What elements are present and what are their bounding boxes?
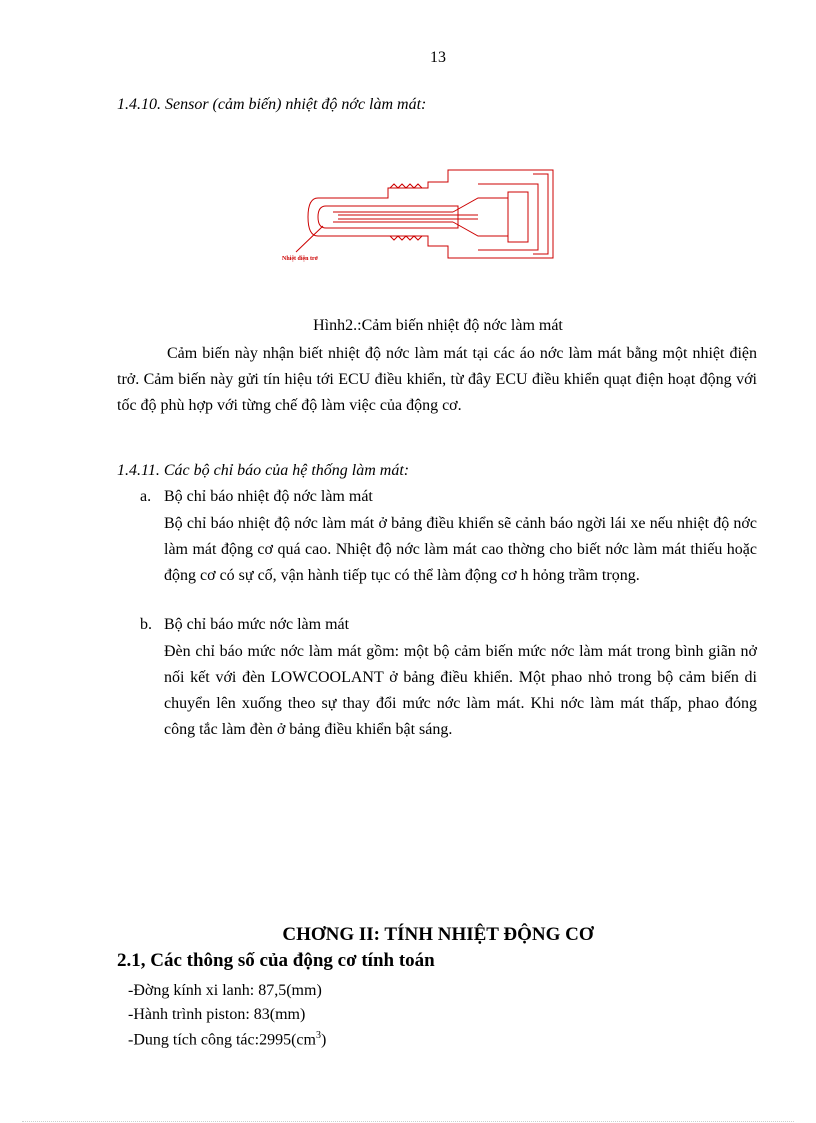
section-heading-1-4-10: 1.4.10. Sensor (cảm biến) nhiệt độ nớc làm mát:	[117, 96, 427, 113]
body-paragraph: Cảm biến này nhận biết nhiệt độ nớc làm mát tại các áo nớc làm mát bằng một nhiệt điện trở. Cảm biến này gửi tín hiệu tới ECU điều khiển, từ đây ECU điều khiển quạt điện hoạt động với tốc độ phù hợp với từng chế độ làm việc của động cơ.	[117, 345, 757, 414]
list-item-title: Bộ chỉ báo mức nớc làm mát	[164, 616, 350, 633]
page-number: 13	[430, 49, 446, 66]
list-item-title: Bộ chỉ báo nhiệt độ nớc làm mát	[164, 488, 373, 505]
chapter-title: CHƠNG II: TÍNH NHIỆT ĐỘNG CƠ	[282, 924, 594, 945]
list-item-b	[140, 616, 349, 634]
list-item-body: Bộ chỉ báo nhiệt độ nớc làm mát ở bảng điều khiển sẽ cảnh báo ngời lái xe nếu nhiệt độ nớc làm mát động cơ quá cao. Nhiệt độ nớc làm mát cao thờng cho biết nớc làm mát thiếu hoặc động cơ có sự cố, vận hành tiếp tục có thể làm động cơ h hỏng trầm trọng.	[164, 515, 757, 584]
section-heading-1-4-11: 1.4.11. Các bộ chỉ báo của hệ thống làm mát:	[117, 462, 410, 479]
page-bottom-rule	[22, 1121, 794, 1122]
spec-line: -Đờng kính xi lanh: 87,5(mm)	[128, 982, 322, 999]
list-marker: a.	[140, 488, 152, 505]
spec-line: -Hành trình piston: 83(mm)	[128, 1006, 306, 1023]
sensor-diagram-figure	[278, 168, 568, 268]
coolant-temp-sensor-drawing	[278, 168, 568, 268]
spec-text: -Dung tích công tác:2995(cm	[128, 1031, 316, 1049]
figure-label: Nhiệt điện trở	[282, 256, 318, 262]
spec-line	[128, 1030, 326, 1049]
list-item-body: Đèn chỉ báo mức nớc làm mát gồm: một bộ cảm biến mức nớc làm mát trong bình giãn nở nối kết với đèn LOWCOOLANT ở bảng điều khiển. Một phao nhỏ trong bộ cảm biến di chuyển lên xuống theo sự thay đổi mức nớc làm mát. Khi nớc làm mát thấp, phao đóng công tắc làm đèn ở bảng điều khiển bật sáng.	[164, 643, 757, 738]
figure-caption: Hình2.:Cảm biến nhiệt độ nớc làm mát	[313, 317, 563, 334]
spec-text-end: )	[320, 1031, 327, 1049]
list-item-a	[140, 488, 373, 506]
list-marker: b.	[140, 616, 152, 633]
section-title: 2.1, Các thông số của động cơ tính toán	[117, 950, 435, 971]
spec-superscript: 3	[315, 1030, 321, 1041]
